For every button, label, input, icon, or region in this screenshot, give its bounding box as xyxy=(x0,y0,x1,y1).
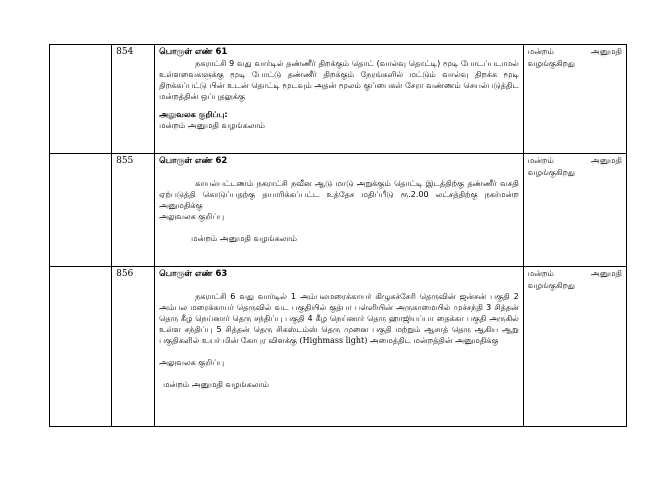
table-row xyxy=(50,45,627,154)
blank-cell xyxy=(50,267,112,427)
office-note-text: மன்றம் அனுமதி வழங்கலாம் xyxy=(191,234,297,243)
office-note-text: மன்றம் அனுமதி வழங்கலாம் xyxy=(159,121,265,130)
blank-cell xyxy=(50,154,112,267)
subject-body: காயல்பட்டணம் நகராட்சி நவீன ஆடு மாடு அறுக்கும் தொட்டி இடத்திற்கு தண்ணீர் வசதி ஏற்படுத்தி கொடுப்பதற்கு தயாரிக்கப்பட்ட உத்தேச மதிப்பீடு ரூ.2.00 லட்சத்திற்கு நகர்மன்ற அனுமதிக்கு xyxy=(159,179,519,210)
resolution-line2: வழங்குகிறது xyxy=(527,281,575,290)
resolution-number-cell xyxy=(112,45,155,154)
subject-body: நகராட்சி 9 வது வார்டில் தண்ணீர் திறக்கும் தொட் (வால்வு தொட்டி) மூடி போடப்படாமல் உள்ளவைகளுக்கு மூடி போட்டு தண்ணீர் திறக்கும் நேரங்களில் மட்டும் வால்வு திறக்க மூடி திறக்கப்பட்டு பின் உடன் தொட்டி மூடவும் அதன் மூலம் குப்பைகள் சேரா வண்ணம் செயல்படுத்திட மன்றத்தின் ஒப்புதலுக்கு xyxy=(159,59,519,101)
subject-title: பொருள் எண் 61 xyxy=(159,47,228,57)
resolution-line1: மன்றம் அனுமதி xyxy=(527,269,622,278)
resolution-number: 856 xyxy=(116,269,134,279)
minutes-table xyxy=(49,44,627,427)
resolution-cell xyxy=(523,267,626,427)
resolution-number-cell xyxy=(112,267,155,427)
subject-body-english: (Highmass light) xyxy=(299,336,368,345)
office-note-label: அலுவலக குறிப்பு xyxy=(159,212,225,221)
office-note-text: மன்றம் அனுமதி வழங்கலாம் xyxy=(163,380,269,389)
blank-cell xyxy=(50,45,112,154)
resolution-cell xyxy=(523,154,626,267)
office-note-label: அலுவலக குறிப்பு xyxy=(159,358,225,367)
resolution-line2: வழங்குகிறது xyxy=(527,168,575,177)
resolution-number: 854 xyxy=(116,47,134,57)
subject-title: பொருள் எண் 62 xyxy=(159,156,228,166)
subject-body xyxy=(159,291,519,346)
table-row xyxy=(50,267,627,427)
subject-cell xyxy=(155,45,524,154)
resolution-cell xyxy=(523,45,626,154)
resolution-number: 855 xyxy=(116,156,134,166)
resolution-line1: மன்றம் அனுமதி xyxy=(527,47,622,56)
subject-title: பொருள் எண் 63 xyxy=(159,269,228,279)
resolution-line1: மன்றம் அனுமதி xyxy=(527,156,622,165)
subject-body-main: நகராட்சி 6 வது வார்டில் 1 அம்பலமரைக்காயர் கிழுகச்சேரி தெருவின் ஜன்சன் பகுதி 2 அம்பல மரைக்காயர் தெருவில் வட பகுதியில் குத்பா பள்ளியின் அருகாமையில் முச்சந்தி 3 சித்தன் தெரு கீழ நெய்னார் தெரு சந்திப்பு பகுதி 4 கீழ நெய்னார் தெரு ஹாஜியப்பா தைக்கா பகுதி அருகில் உள்ள சந்திப்பு 5 சித்தன் தெரு சிகஸ்டம்ஸ் தெரு முனை பகுதி மற்றும் ஆசாத் தெரு ஆகிய ஆறு பகுதிகளில் உயர் மின் கோபுர விளக்கு xyxy=(159,292,519,345)
subject-cell xyxy=(155,267,524,427)
subject-body-tail: அமைத்திட மன்றத்தின் அனுமதிக்கு xyxy=(369,336,499,345)
office-note-label: அலுவலக குறிப்பு: xyxy=(159,110,228,119)
resolution-number-cell xyxy=(112,154,155,267)
table-row xyxy=(50,154,627,267)
subject-cell xyxy=(155,154,524,267)
resolution-line2: வழங்குகிறது xyxy=(527,59,575,68)
